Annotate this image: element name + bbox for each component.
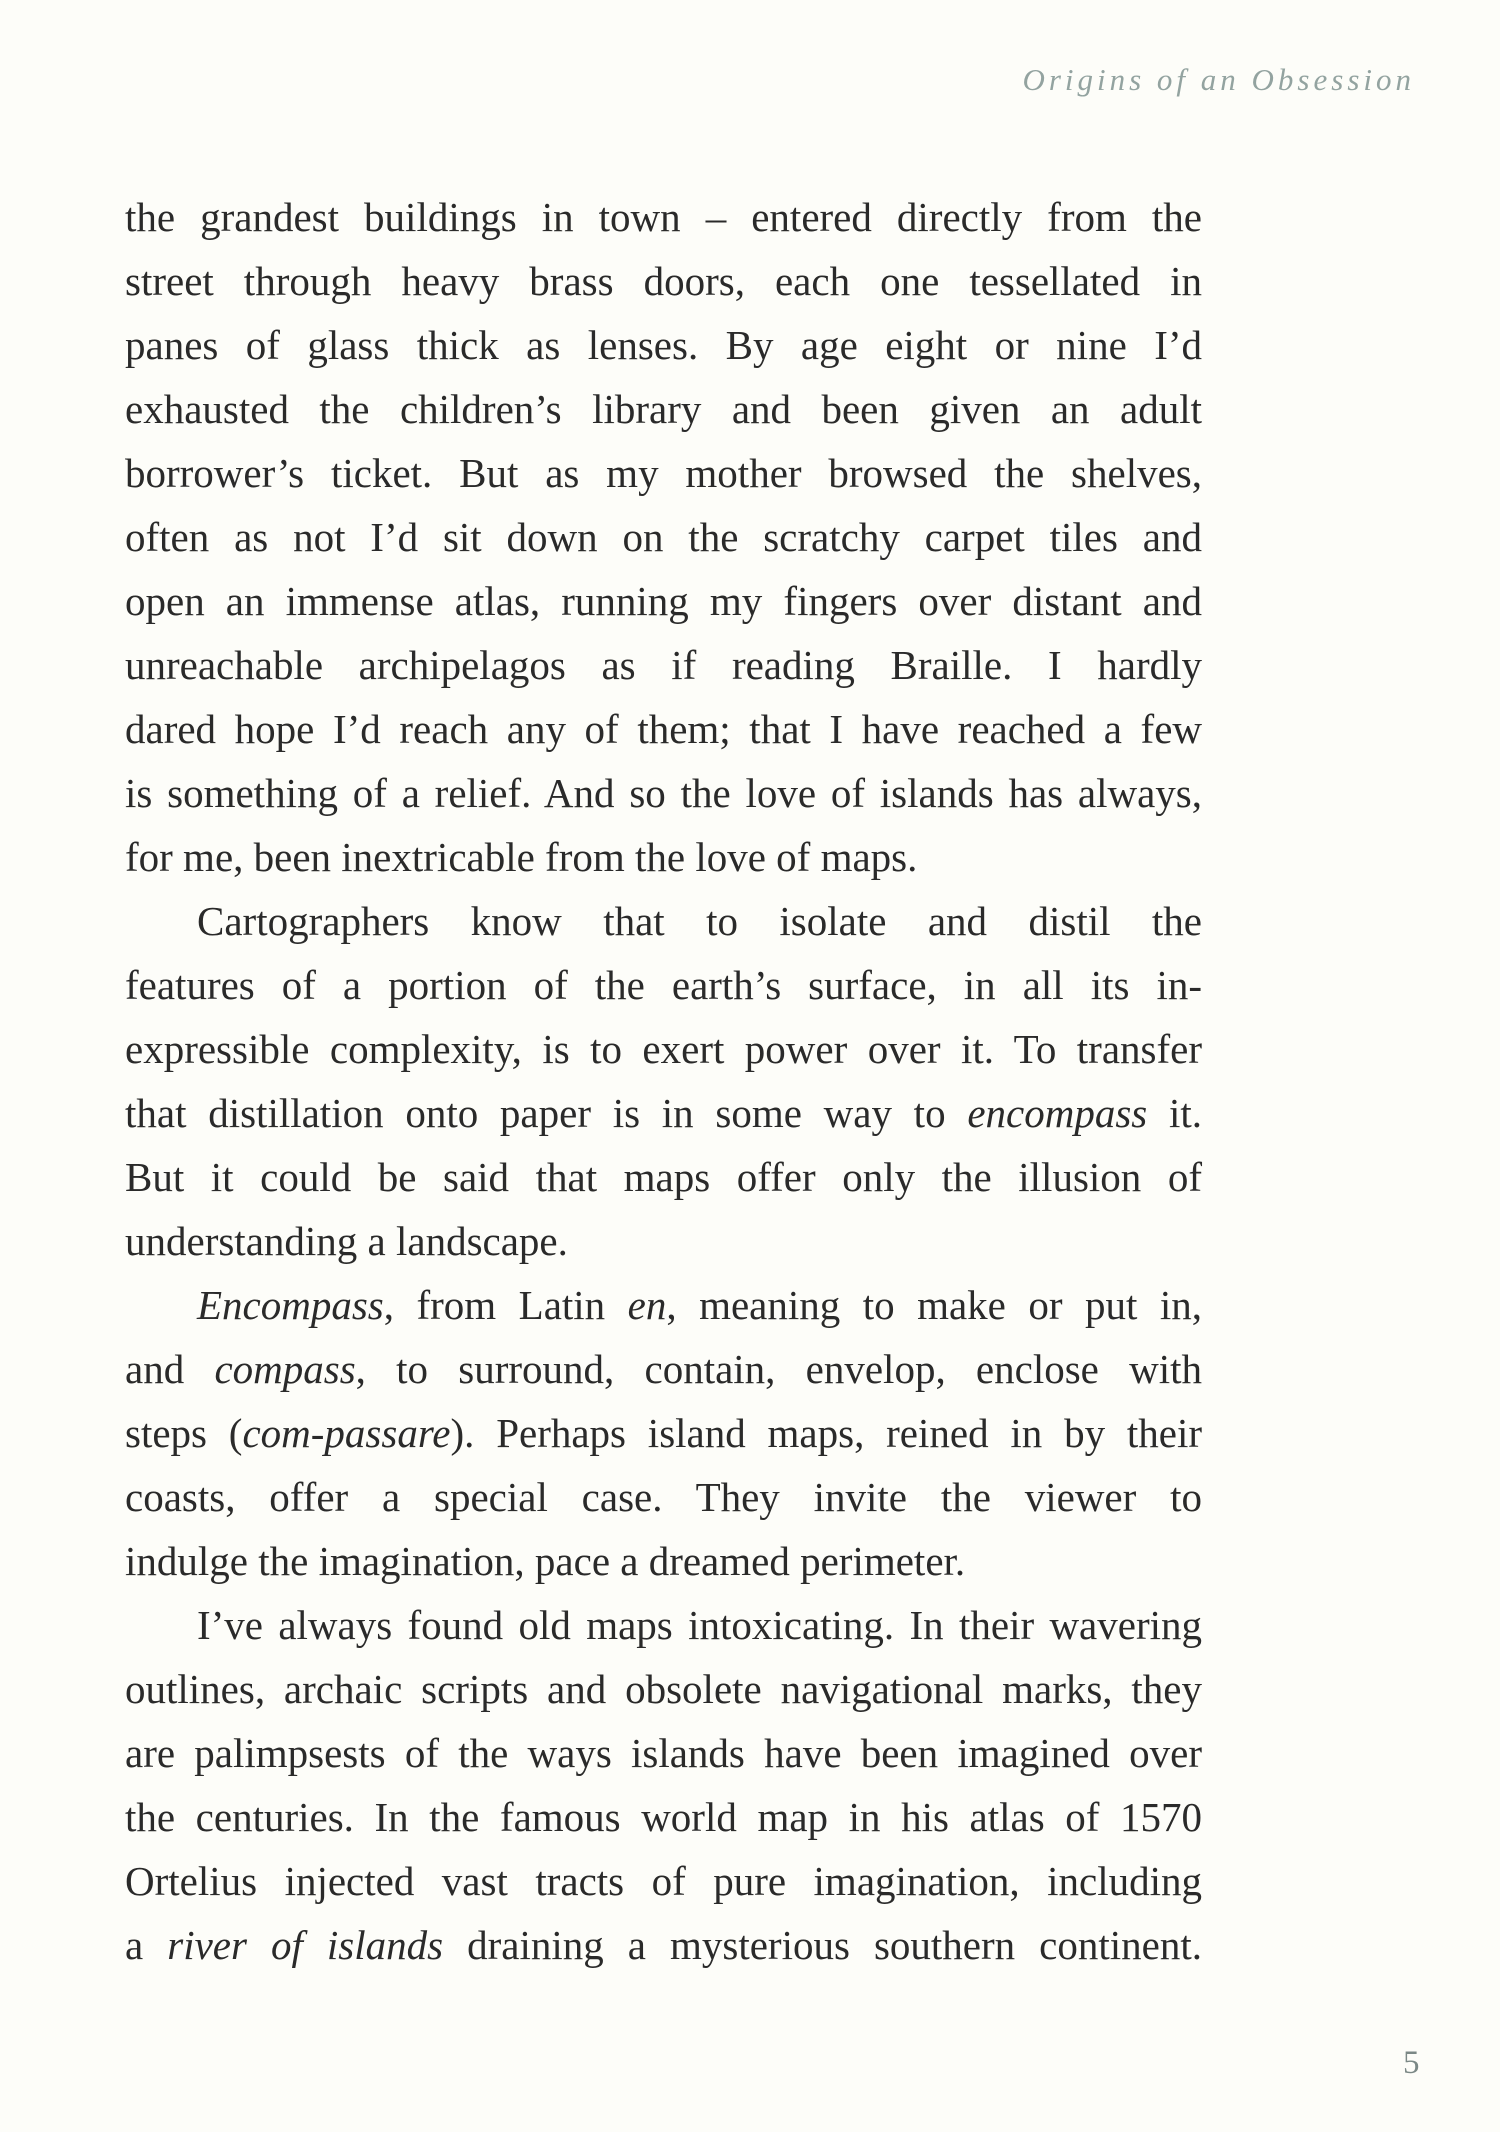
italic-text: com-passare (242, 1410, 451, 1456)
text-line (125, 313, 1202, 377)
text-segment: street through heavy brass doors, each one tessellated in (125, 258, 1202, 304)
text-line (125, 825, 1202, 889)
text-segment: coasts, offer a special case. They invite the viewer to (125, 1474, 1202, 1520)
text-line (125, 569, 1202, 633)
text-line (125, 1465, 1202, 1529)
text-segment: expressible complexity, is to exert power over it. To transfer (125, 1026, 1202, 1072)
text-segment: Ortelius injected vast tracts of pure imagination, including (125, 1858, 1202, 1904)
text-line (125, 185, 1202, 249)
body-text (125, 185, 1202, 1977)
text-segment: it. (1147, 1090, 1202, 1136)
text-segment: , from Latin (383, 1282, 628, 1328)
italic-text: Encompass (197, 1282, 384, 1328)
text-line (125, 1849, 1202, 1913)
text-line (125, 761, 1202, 825)
text-line (125, 1401, 1202, 1465)
text-segment: steps ( (125, 1410, 243, 1456)
text-segment: unreachable archipelagos as if reading Braille. I hardly (125, 642, 1202, 688)
text-line (125, 1785, 1202, 1849)
text-segment: ). Perhaps island maps, reined in by their (450, 1410, 1203, 1456)
text-line (125, 1337, 1202, 1401)
text-segment: But it could be said that maps offer only the illusion of (125, 1154, 1202, 1200)
text-segment: I’ve always found old maps intoxicating. In their wavering (197, 1602, 1202, 1648)
italic-text: compass (214, 1346, 356, 1392)
text-line (125, 1209, 1202, 1273)
text-segment: the grandest buildings in town – entered directly from the (125, 194, 1202, 240)
italic-text: en (627, 1282, 667, 1328)
text-line (125, 249, 1202, 313)
text-segment: draining a mysterious southern continent. (443, 1922, 1202, 1968)
text-segment: and (125, 1346, 215, 1392)
text-segment: features of a portion of the earth’s surface, in all its in- (125, 962, 1202, 1008)
text-segment: are palimpsests of the ways islands have been imagined over (125, 1730, 1202, 1776)
text-line (125, 889, 1202, 953)
text-segment: that distillation onto paper is in some way to (125, 1090, 968, 1136)
page-number: 5 (1403, 2045, 1420, 2081)
text-line (125, 1017, 1202, 1081)
text-segment: outlines, archaic scripts and obsolete navigational marks, they (125, 1666, 1202, 1712)
text-line (125, 633, 1202, 697)
text-segment: indulge the imagination, pace a dreamed perimeter. (125, 1538, 966, 1584)
running-head: Origins of an Obsession (1022, 62, 1415, 97)
text-segment: , to surround, contain, envelop, enclose with (355, 1346, 1202, 1392)
text-line (125, 1913, 1202, 1977)
text-line (125, 505, 1202, 569)
text-segment: , meaning to make or put in, (666, 1282, 1202, 1328)
text-line (125, 1657, 1202, 1721)
text-segment: borrower’s ticket. But as my mother browsed the shelves, (125, 450, 1202, 496)
italic-text: encompass (967, 1090, 1148, 1136)
text-segment: panes of glass thick as lenses. By age eight or nine I’d (125, 322, 1202, 368)
text-segment: dared hope I’d reach any of them; that I have reached a few (125, 706, 1202, 752)
text-segment: often as not I’d sit down on the scratchy carpet tiles and (125, 514, 1202, 560)
text-line (125, 441, 1202, 505)
text-line (125, 697, 1202, 761)
text-line (125, 377, 1202, 441)
text-segment: Cartographers know that to isolate and distil the (197, 898, 1202, 944)
text-segment: a (125, 1922, 168, 1968)
text-line (125, 1145, 1202, 1209)
text-segment: is something of a relief. And so the love of islands has always, (125, 770, 1202, 816)
text-line (125, 1081, 1202, 1145)
text-segment: the centuries. In the famous world map in his atlas of 1570 (125, 1794, 1202, 1840)
italic-text: river of islands (167, 1922, 444, 1968)
text-segment: open an immense atlas, running my fingers over distant and (125, 578, 1202, 624)
text-line (125, 1529, 1202, 1593)
text-line (125, 1593, 1202, 1657)
text-segment: for me, been inextricable from the love of maps. (125, 834, 918, 880)
text-segment: exhausted the children’s library and been given an adult (125, 386, 1202, 432)
text-line (125, 1721, 1202, 1785)
text-line (125, 953, 1202, 1017)
text-segment: understanding a landscape. (125, 1218, 568, 1264)
text-line (125, 1273, 1202, 1337)
